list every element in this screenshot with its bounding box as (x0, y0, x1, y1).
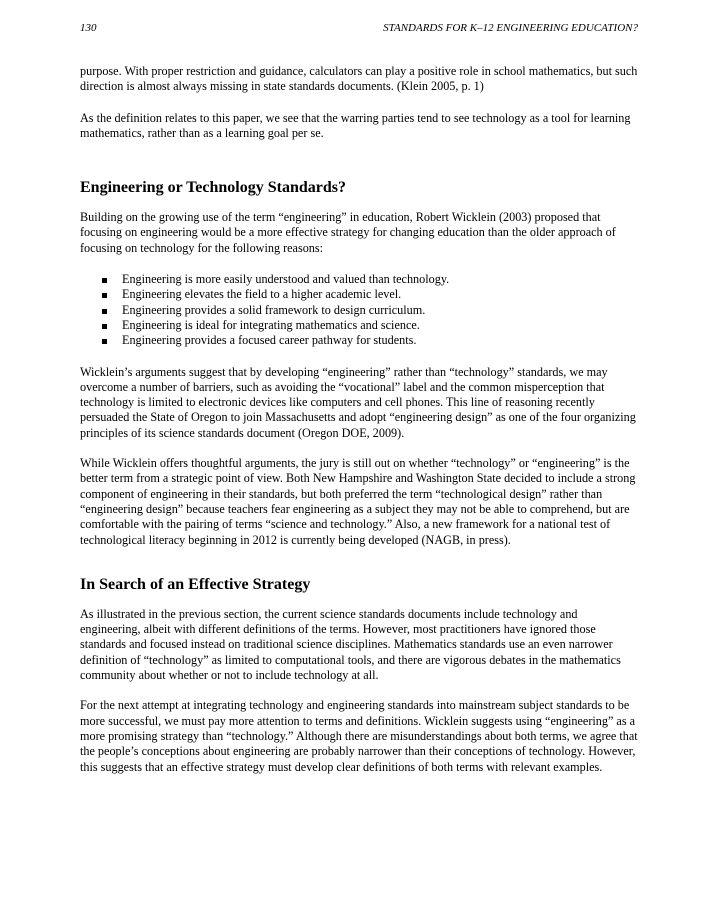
block-quote: purpose. With proper restriction and guidance, calculators can play a positive role in school mathematics, but such direction is almost always missing in state standards documents. (Klein 2005, p. 1) (80, 64, 638, 94)
page-content (80, 64, 640, 775)
bullet-icon (102, 278, 107, 283)
list-item: Engineering is more easily understood and valued than technology. (80, 272, 640, 287)
section1-paragraph-1: Building on the growing use of the term “engineering” in education, Robert Wicklein (2003) proposed that focusing on engineering would be a more effective strategy for changing education than the older approach of focusing on technology for the following reasons: (80, 210, 616, 255)
intro-paragraph: As the definition relates to this paper, we see that the warring parties tend to see technology as a tool for learning mathematics, rather than as a learning goal per se. (80, 110, 631, 140)
list-item: Engineering is ideal for integrating mathematics and science. (80, 318, 640, 333)
section1-paragraph-3: While Wicklein offers thoughtful arguments, the jury is still out on whether “technology” or “engineering” is the better term from a strategic point of view. Both New Hampshire and Washington State decided to include a strong component of engineering in their standards, but both preferred the term “technological design” rather than “engineering design” because teachers fear engineering as a subject they may not be able to comprehend, but are comfortable with the pairing of terms “science and technology.” Also, a new framework for a national test of technological literacy beginning in 2012 is currently being developed (NAGB, in press). (80, 456, 636, 547)
section1-paragraph-2: Wicklein’s arguments suggest that by developing “engineering” rather than “technology” standards, we may overcome a number of barriers, such as avoiding the “vocational” label and the common misperception that technology is limited to electronic devices like computers and cell phones. This line of reasoning recently persuaded the State of Oregon to join Massachusetts and adopt “engineering design” as one of the four organizing principles of its science standards document (Oregon DOE, 2009). (80, 364, 636, 440)
running-title: STANDARDS FOR K–12 ENGINEERING EDUCATION? (383, 22, 638, 34)
list-item: Engineering elevates the field to a higher academic level. (80, 287, 640, 302)
page-number: 130 (80, 22, 97, 34)
list-item: Engineering provides a focused career pathway for students. (80, 333, 640, 348)
bullet-icon (102, 339, 107, 344)
bullet-icon (102, 309, 107, 314)
section-heading-effective-strategy: In Search of an Effective Strategy (80, 575, 311, 593)
section2-paragraph-1: As illustrated in the previous section, the current science standards documents include technology and engineering, albeit with different definitions of the terms. However, most practitioners have ignored those standards and focused instead on traditional science disciplines. Mathematics standards use an even narrower definition of “technology” as limited to computational tools, and there are vigorous debates in the mathematics community about whether or not to include technology at all. (80, 606, 621, 683)
section-heading-engineering-standards: Engineering or Technology Standards? (80, 179, 346, 197)
bullet-icon (102, 324, 107, 329)
reasons-list (80, 272, 640, 348)
section2-paragraph-2: For the next attempt at integrating technology and engineering standards into mainstream subject standards to be more successful, we must pay more attention to terms and definitions. Wicklein suggests using “engineering” as a more promising strategy than “technology.” Although there are misunderstandings about both terms, we agree that the people’s conceptions about engineering are probably narrower than their conceptions of technology. However, this suggests that an effective strategy must develop clear definitions of both terms with relevant examples. (80, 698, 638, 774)
list-item: Engineering provides a solid framework to design curriculum. (80, 303, 640, 318)
running-header (80, 22, 638, 38)
bullet-icon (102, 293, 107, 298)
